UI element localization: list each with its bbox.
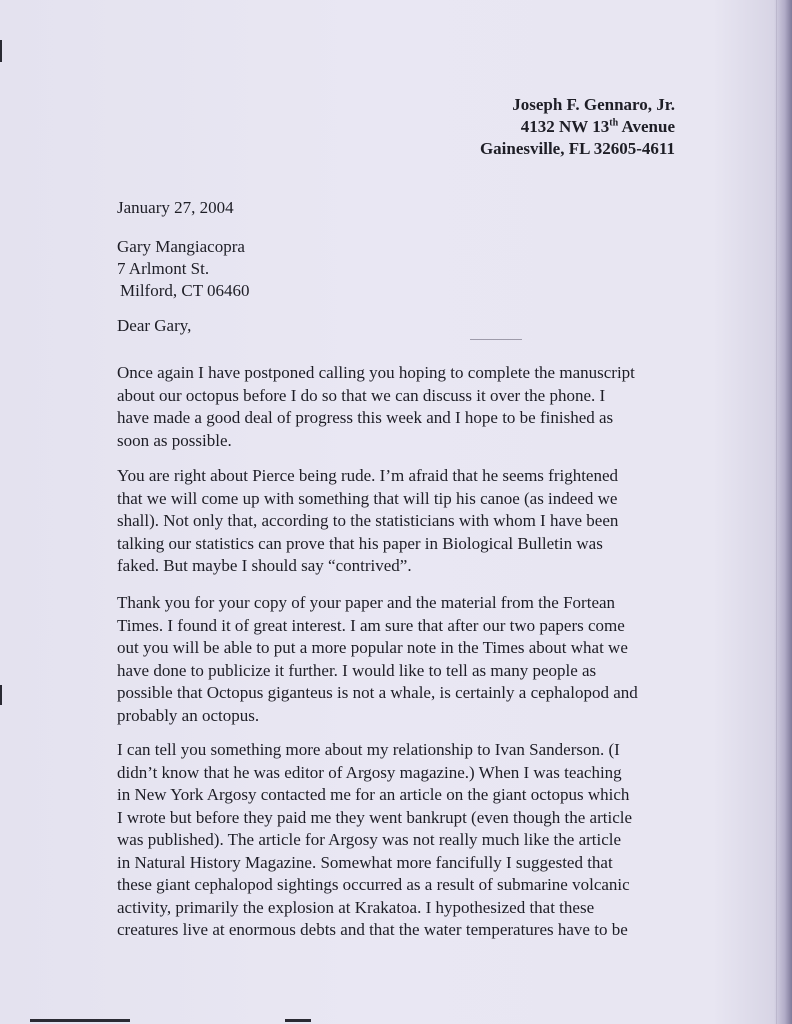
paragraph-3 [117,592,677,727]
sender-street-rest: Avenue [618,117,675,136]
letterhead [480,94,675,160]
recipient-name: Gary Mangiacopra [117,237,245,256]
paragraph-line: didn’t know that he was editor of Argosy magazine.) When I was teaching [117,762,622,782]
paragraph-line: probably an octopus. [117,705,260,725]
paragraph-line: have made a good deal of progress this week and I hope to be finished as [117,408,614,427]
sender-city: Gainesville, FL 32605-4611 [479,139,675,158]
paragraph-line: have done to publicize it further. I would like to tell as many people as [117,660,597,680]
paragraph-line: in Natural History Magazine. Somewhat more fancifully I suggested that [117,852,613,872]
bottom-edge-mark [30,1019,130,1022]
recipient-address [117,236,250,302]
recipient-city: Milford, CT 06460 [120,281,250,300]
paragraph-line: activity, primarily the explosion at Krakatoa. I hypothesized that these [117,897,595,917]
pen-stroke [470,339,522,340]
left-edge-mark [0,40,2,62]
letter-date: January 27, 2004 [117,198,234,217]
paragraph-line: shall). Not only that, according to the statisticians with whom I have been [117,511,619,530]
sender-street-number: 4132 NW 13 [520,117,610,136]
paragraph-line: I wrote but before they paid me they went bankrupt (even though the article [117,807,633,827]
salutation: Dear Gary, [117,316,192,335]
paragraph-line: possible that Octopus giganteus is not a whale, is certainly a cephalopod and [117,683,638,702]
paragraph-line: Thank you for your copy of your paper and the material from the Fortean [117,593,616,612]
paragraph-4 [117,739,677,942]
paragraph-line: out you will be able to put a more popular note in the Times about what we [117,638,628,657]
paragraph-line: You are right about Pierce being rude. I’m afraid that he seems frightened [117,466,619,485]
paragraph-line: talking our statistics can prove that his paper in Biological Bulletin was [117,533,603,553]
right-edge-line [776,0,777,1024]
paragraph-2 [117,465,677,578]
paragraph-line: about our octopus before I do so that we can discuss it over the phone. I [117,385,606,405]
left-edge-mark [0,685,2,705]
paragraph-line: Once again I have postponed calling you hoping to complete the manuscript [117,363,635,382]
paragraph-line: Times. I found it of great interest. I am sure that after our two papers come [117,615,625,635]
sender-street [480,116,675,138]
paragraph-line: that we will come up with something that will tip his canoe (as indeed we [117,488,618,508]
sender-name: Joseph F. Gennaro, Jr. [512,95,675,114]
recipient-street: 7 Arlmont St. [117,259,210,278]
paragraph-line: I can tell you something more about my relationship to Ivan Sanderson. (I [117,740,620,759]
paragraph-line: faked. But maybe I should say “contrived”. [117,556,412,575]
bottom-edge-mark [285,1019,311,1022]
paragraph-1 [117,362,677,452]
paragraph-line: in New York Argosy contacted me for an article on the giant octopus which [117,785,630,804]
sender-street-suffix: th [609,117,619,129]
paragraph-line: was published). The article for Argosy was not really much like the article [117,830,622,849]
paragraph-line: soon as possible. [117,430,232,450]
paragraph-line: creatures live at enormous debts and that the water temperatures have to be [117,920,628,939]
paragraph-line: these giant cephalopod sightings occurred as a result of submarine volcanic [117,875,630,894]
